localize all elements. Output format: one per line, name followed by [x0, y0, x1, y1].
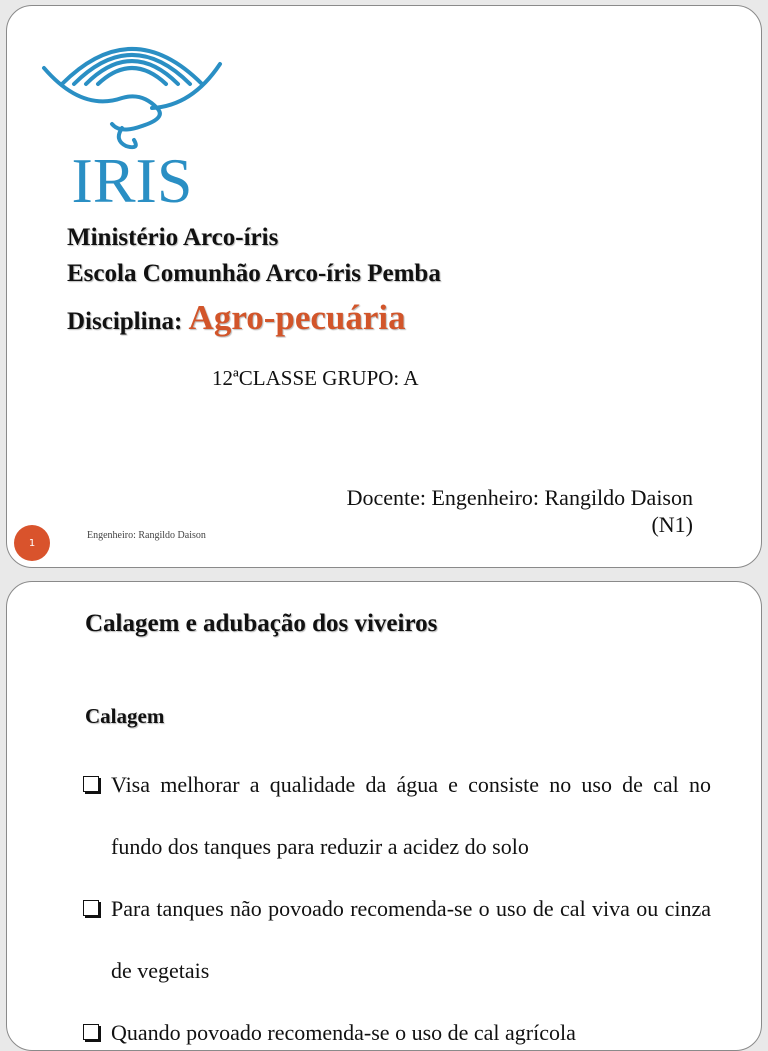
school-name: Escola Comunhão Arco-íris Pemba: [67, 260, 441, 287]
discipline-value: Agro-pecuária: [188, 298, 406, 337]
slide-1: [6, 5, 762, 568]
docente-line-1: Docente: Engenheiro: Rangildo Daison: [346, 485, 693, 510]
checkbox-bullet-icon: [83, 776, 99, 792]
section-heading: Calagem: [85, 704, 165, 728]
docente-block: [347, 484, 693, 538]
list-item-text: Para tanques não povoado recomenda-se o uso de cal viva ou cinza de vegetais: [111, 896, 711, 983]
class-group: 12ªCLASSE GRUPO: A: [212, 366, 419, 390]
discipline-line: [67, 298, 406, 338]
bullet-list: [83, 754, 711, 1051]
list-item: [83, 754, 711, 878]
list-item: [83, 1002, 711, 1051]
iris-logo: [22, 16, 242, 206]
logo-text: IRIS: [71, 145, 193, 206]
slide-number-badge: 1: [14, 525, 50, 561]
dove-rainbow-icon: [22, 16, 242, 206]
slide-2: [6, 581, 762, 1051]
list-item-text: Quando povoado recomenda-se o uso de cal agrícola: [111, 1020, 576, 1045]
checkbox-bullet-icon: [83, 900, 99, 916]
ministry-name: Ministério Arco-íris: [67, 224, 279, 251]
list-item: [83, 878, 711, 1002]
list-item-text: Visa melhorar a qualidade da água e consiste no uso de cal no fundo dos tanques para reduzir a acidez do solo: [111, 772, 711, 859]
slide-title: Calagem e adubação dos viveiros: [85, 610, 438, 637]
checkbox-bullet-icon: [83, 1024, 99, 1040]
docente-line-2: (N1): [651, 512, 693, 537]
footer-text: Engenheiro: Rangildo Daison: [87, 530, 206, 541]
discipline-label: Disciplina:: [67, 308, 183, 335]
